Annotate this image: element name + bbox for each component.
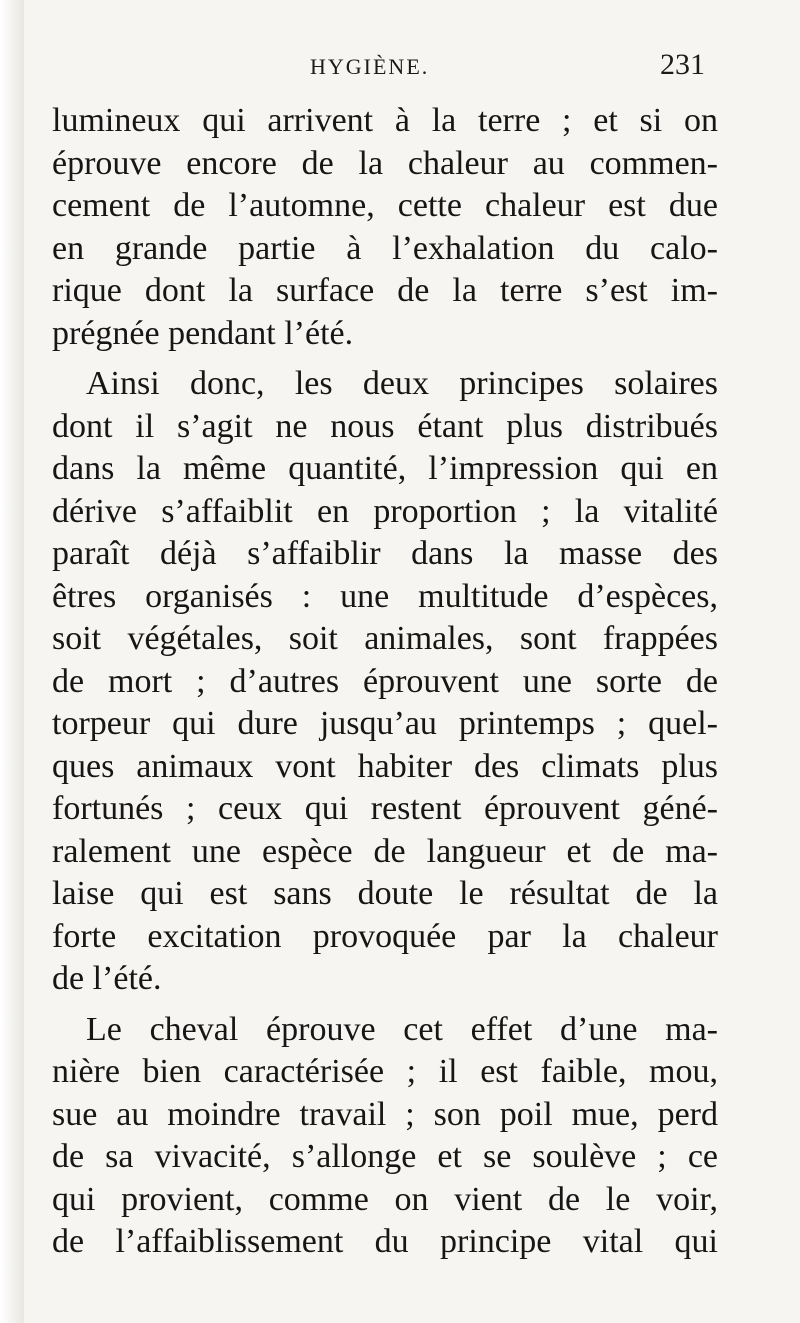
text-line: nière bien caractérisée ; il est faible, mou, [52,1053,718,1090]
text-line: de l’affaiblissement du principe vital qui [52,1223,718,1260]
text-line: êtres organisés : une multitude d’espèces, [52,577,718,615]
paragraph-2 [52,363,718,1001]
text-line: dont il s’agit ne nous étant plus distribués [52,407,718,445]
running-title: HYGIÈNE. [310,54,430,79]
paragraph-1 [52,100,718,355]
text-line: de sa vivacité, s’allonge et se soulève ; ce [52,1138,718,1175]
body-text [52,100,718,1264]
text-line: cement de l’automne, cette chaleur est due [52,187,718,224]
text-line: fortunés ; ceux qui restent éprouvent géné- [52,790,718,827]
text-line: dans la même quantité, l’impression qui en [52,450,718,487]
text-line: ques animaux vont habiter des climats plus [52,747,718,785]
text-line: en grande partie à l’exhalation du calo- [52,229,718,267]
text-line: qui provient, comme on vient de le voir, [52,1180,718,1218]
page-number: 231 [660,48,705,81]
text-line: lumineux qui arrivent à la terre ; et si on [52,102,718,139]
text-line: de mort ; d’autres éprouvent une sorte de [52,662,718,700]
text-line: laise qui est sans doute le résultat de la [52,875,718,912]
text-line: Ainsi donc, les deux principes solaires [86,365,718,402]
text-line: prégnée pendant l’été. [52,314,354,352]
text-line: éprouve encore de la chaleur au commen- [52,144,718,182]
text-line: Le cheval éprouve cet effet d’une ma- [86,1010,718,1048]
text-line: paraît déjà s’affaiblir dans la masse des [52,535,718,572]
text-line: soit végétales, soit animales, sont frappées [52,620,718,657]
text-line: sue au moindre travail ; son poil mue, perd [52,1095,718,1133]
text-line: torpeur qui dure jusqu’au printemps ; quel- [52,705,718,742]
page-edge [0,0,24,1323]
text-line: ralement une espèce de langueur et de ma- [52,832,718,870]
page-header [0,48,800,88]
text-line: dérive s’affaiblit en proportion ; la vitalité [52,492,718,530]
text-line: de l’été. [52,960,162,997]
text-line: forte excitation provoquée par la chaleur [52,917,718,955]
text-line: rique dont la surface de la terre s’est im- [52,272,718,309]
paragraph-3 [52,1009,718,1264]
